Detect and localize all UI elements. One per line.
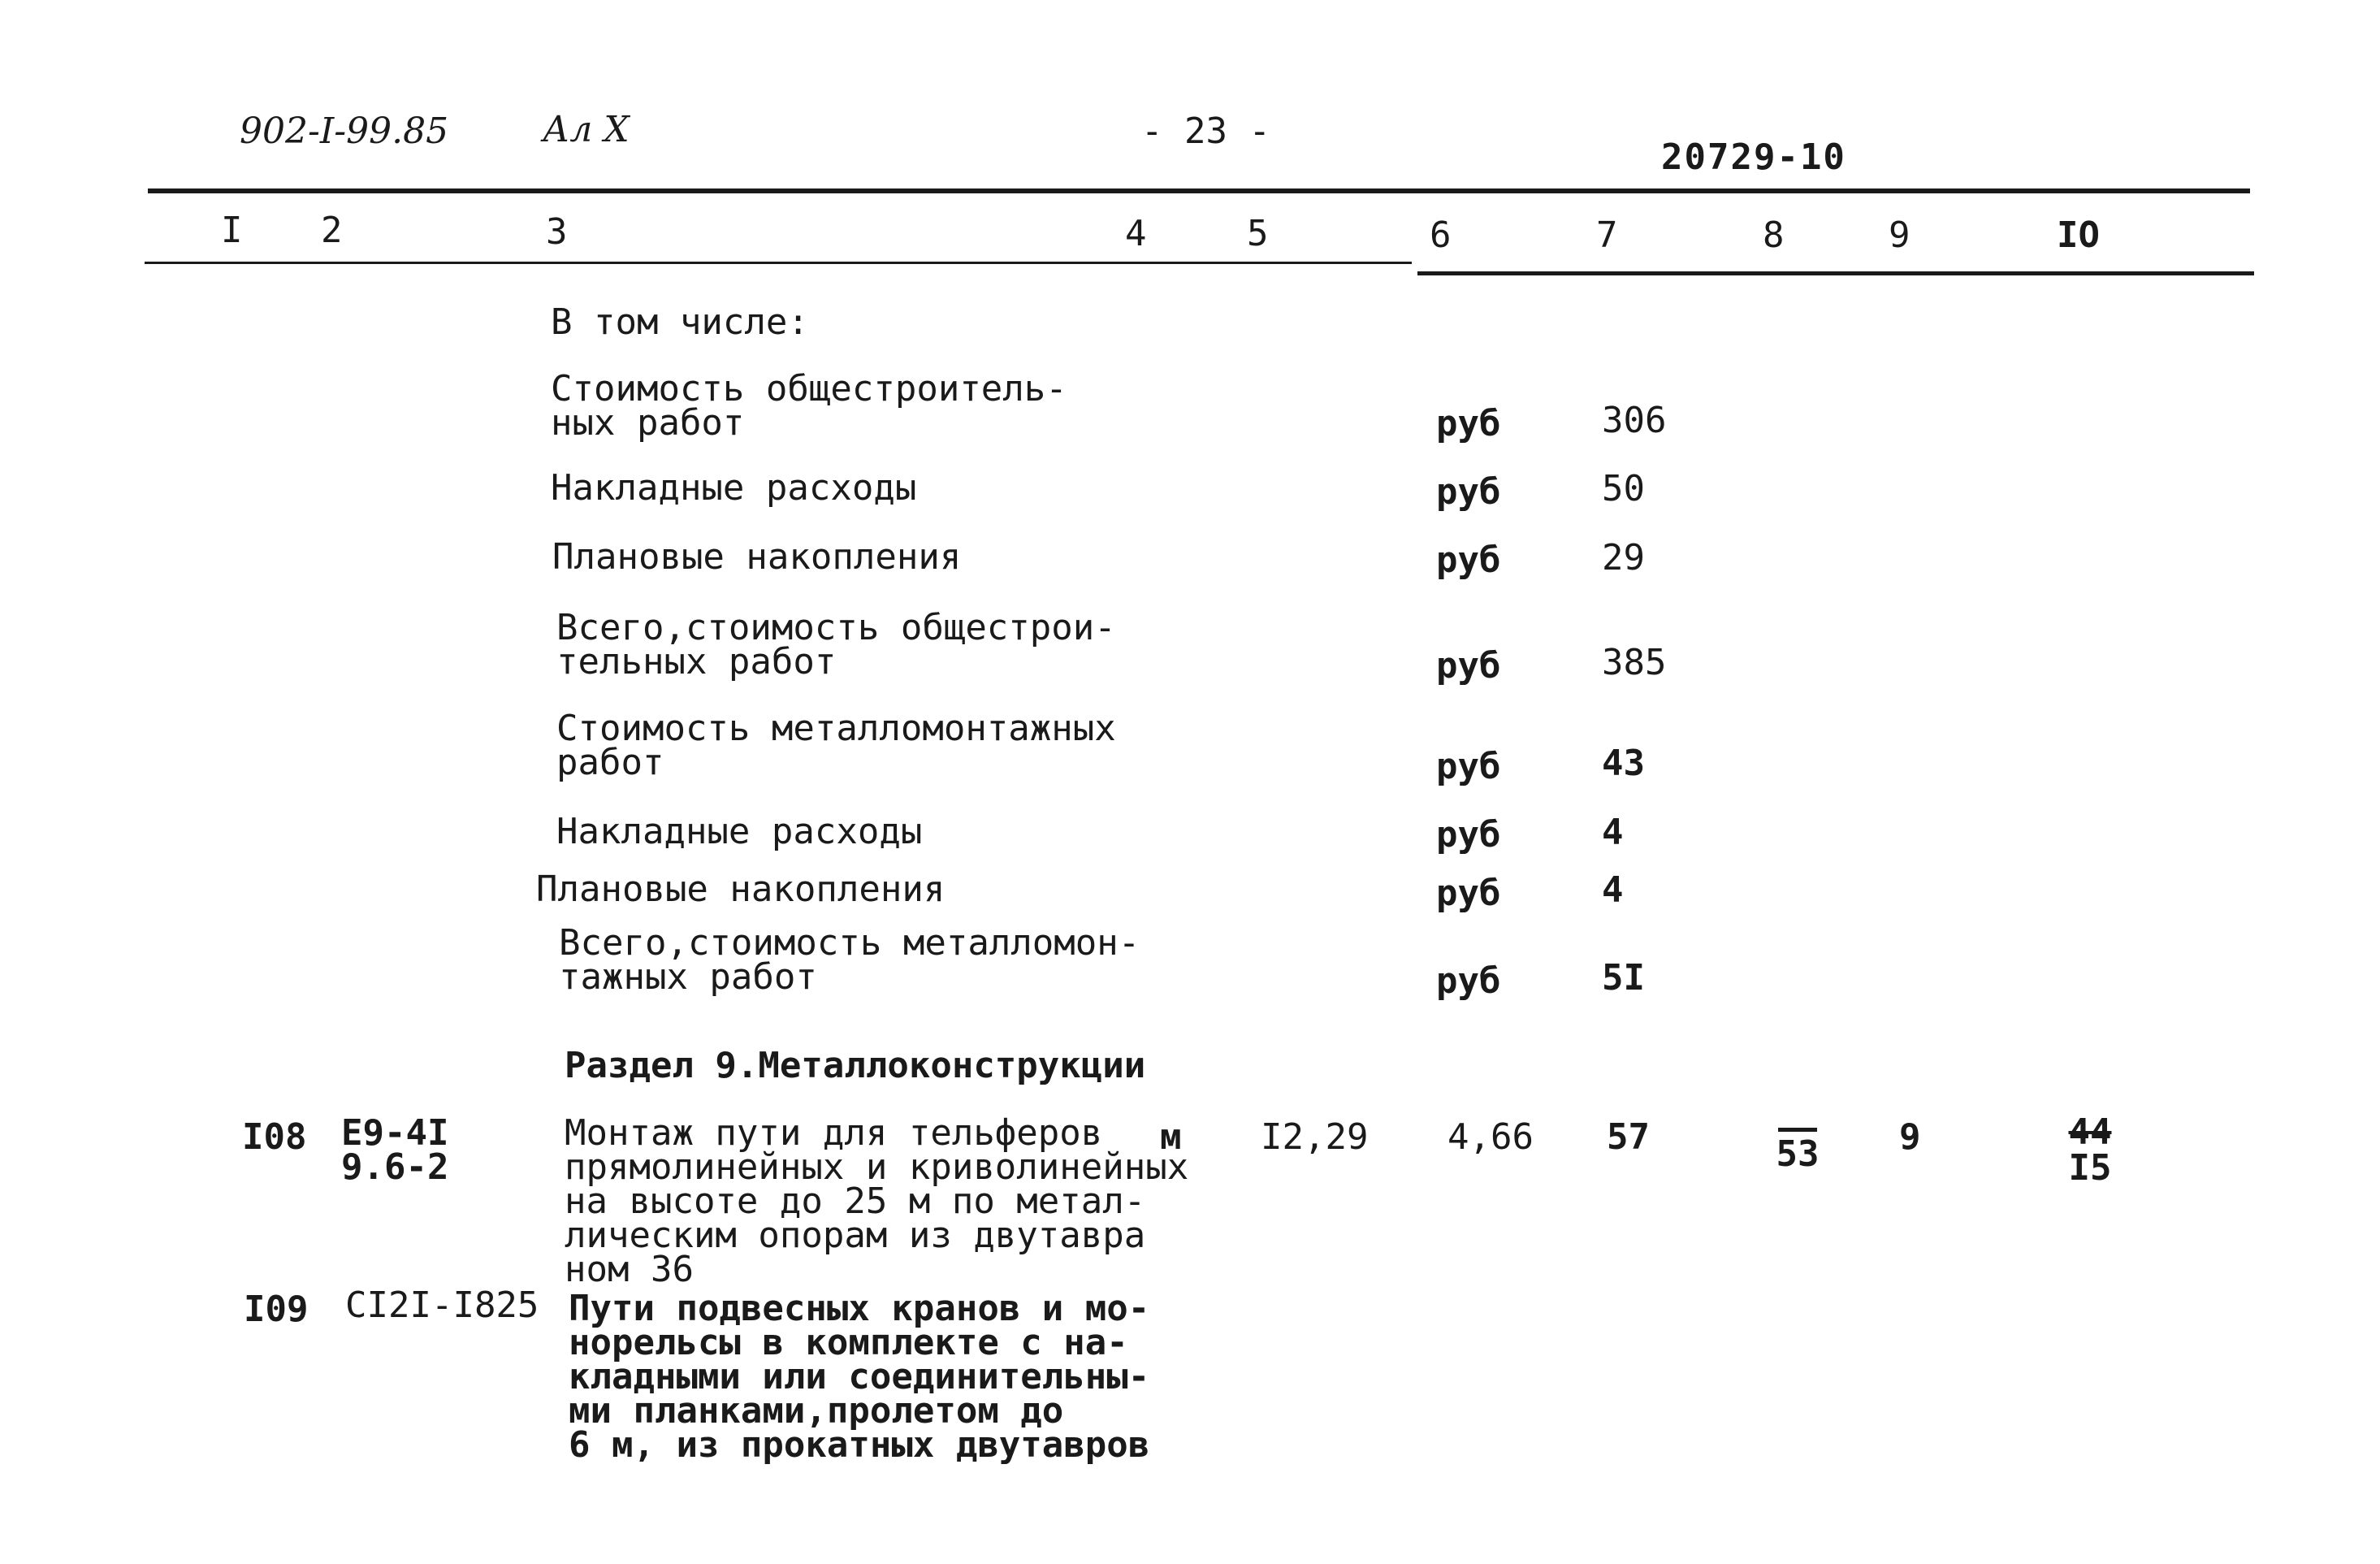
summary-row-3-name: Плановые накопления — [552, 536, 962, 578]
summary-row-5-unit: руб — [1436, 746, 1501, 787]
item-2-name: Пути подвесных кранов и мо- норельсы в комплекте с на- кладными или соединительны- ми планками,пролетом до 6 м, из прокатных двутавров — [569, 1288, 1150, 1466]
summary-row-4-unit: руб — [1436, 645, 1501, 687]
column-header-3: 3 — [546, 211, 568, 253]
header-top-rule — [148, 188, 2250, 193]
item-1-col8-bottom: 53 — [1776, 1133, 1820, 1175]
summary-row-6-unit: руб — [1436, 814, 1501, 856]
item-1-name: Монтаж пути для тельферов прямолинейных и криволинейных на высоте до 25 м по метал- лическим опорам из двутавра ном 36 — [565, 1112, 1189, 1290]
summary-row-3-value: 29 — [1602, 537, 1645, 578]
column-header-10: IO — [2057, 214, 2100, 256]
item-1-unit: м — [1160, 1116, 1182, 1158]
summary-row-2-value: 50 — [1602, 468, 1645, 509]
item-1-code: E9-4I 9.6-2 — [341, 1112, 449, 1188]
item-1-col8-fraction — [1769, 1128, 1826, 1175]
summary-row-8-value: 5I — [1602, 957, 1645, 999]
fraction-bar — [1778, 1128, 1817, 1132]
header-bottom-rule-left — [145, 262, 1412, 264]
summary-row-7-name: Плановые накопления — [536, 869, 946, 910]
summary-row-8-name: Всего,стоимость металломон- тажных работ — [559, 922, 1140, 998]
section-title: Раздел 9.Металлоконструкции — [565, 1045, 1146, 1086]
header-bottom-rule-right — [1417, 271, 2254, 275]
summary-row-3-unit: руб — [1436, 539, 1501, 581]
summary-row-6-name: Накладные расходы — [556, 811, 923, 852]
item-1-number: I08 — [242, 1116, 307, 1158]
item-2-number: I09 — [244, 1289, 309, 1330]
summary-row-6-value: 4 — [1602, 812, 1624, 853]
item-1-col10-bottom: I5 — [2068, 1147, 2112, 1189]
summary-row-1-value: 306 — [1602, 400, 1667, 441]
stamp-number: 20729-10 — [1661, 136, 1846, 178]
column-header-4: 4 — [1125, 213, 1147, 254]
summary-row-5-value: 43 — [1602, 743, 1645, 784]
summary-row-4-value: 385 — [1602, 642, 1667, 683]
summary-row-7-unit: руб — [1436, 873, 1501, 914]
summary-row-2-name: Накладные расходы — [551, 467, 917, 509]
item-1-col10-fraction — [2062, 1111, 2118, 1189]
item-1-total: 57 — [1607, 1116, 1650, 1158]
intro-text: В том числе: — [551, 301, 809, 343]
summary-row-4-name: Всего,стоимость общестрои- тельных работ — [556, 607, 1116, 682]
summary-row-1-name: Стоимость общестроитель- ных работ — [551, 368, 1067, 444]
album-number: Ал X — [543, 109, 630, 150]
column-header-5: 5 — [1247, 213, 1269, 254]
summary-row-5-name: Стоимость металломонтажных работ — [556, 708, 1116, 783]
item-1-price: 4,66 — [1447, 1116, 1534, 1158]
item-1-col9: 9 — [1899, 1116, 1921, 1158]
column-header-8: 8 — [1763, 214, 1785, 256]
column-header-9: 9 — [1889, 214, 1910, 256]
summary-row-1-unit: руб — [1436, 403, 1501, 444]
summary-row-2-unit: руб — [1436, 471, 1501, 513]
document-code: 902-I-99.85 — [240, 110, 449, 152]
item-2-code: CI2I-I825 — [345, 1285, 539, 1326]
summary-row-8-unit: руб — [1436, 960, 1501, 1002]
column-header-2: 2 — [321, 210, 343, 251]
column-header-6: 6 — [1430, 214, 1452, 256]
column-header-1: I — [221, 210, 243, 251]
item-1-col10-top: 44 — [2068, 1111, 2112, 1153]
summary-row-7-value: 4 — [1602, 869, 1624, 911]
item-1-quantity: I2,29 — [1261, 1116, 1369, 1158]
column-header-7: 7 — [1596, 214, 1618, 256]
page-number: - 23 - — [1141, 110, 1270, 152]
